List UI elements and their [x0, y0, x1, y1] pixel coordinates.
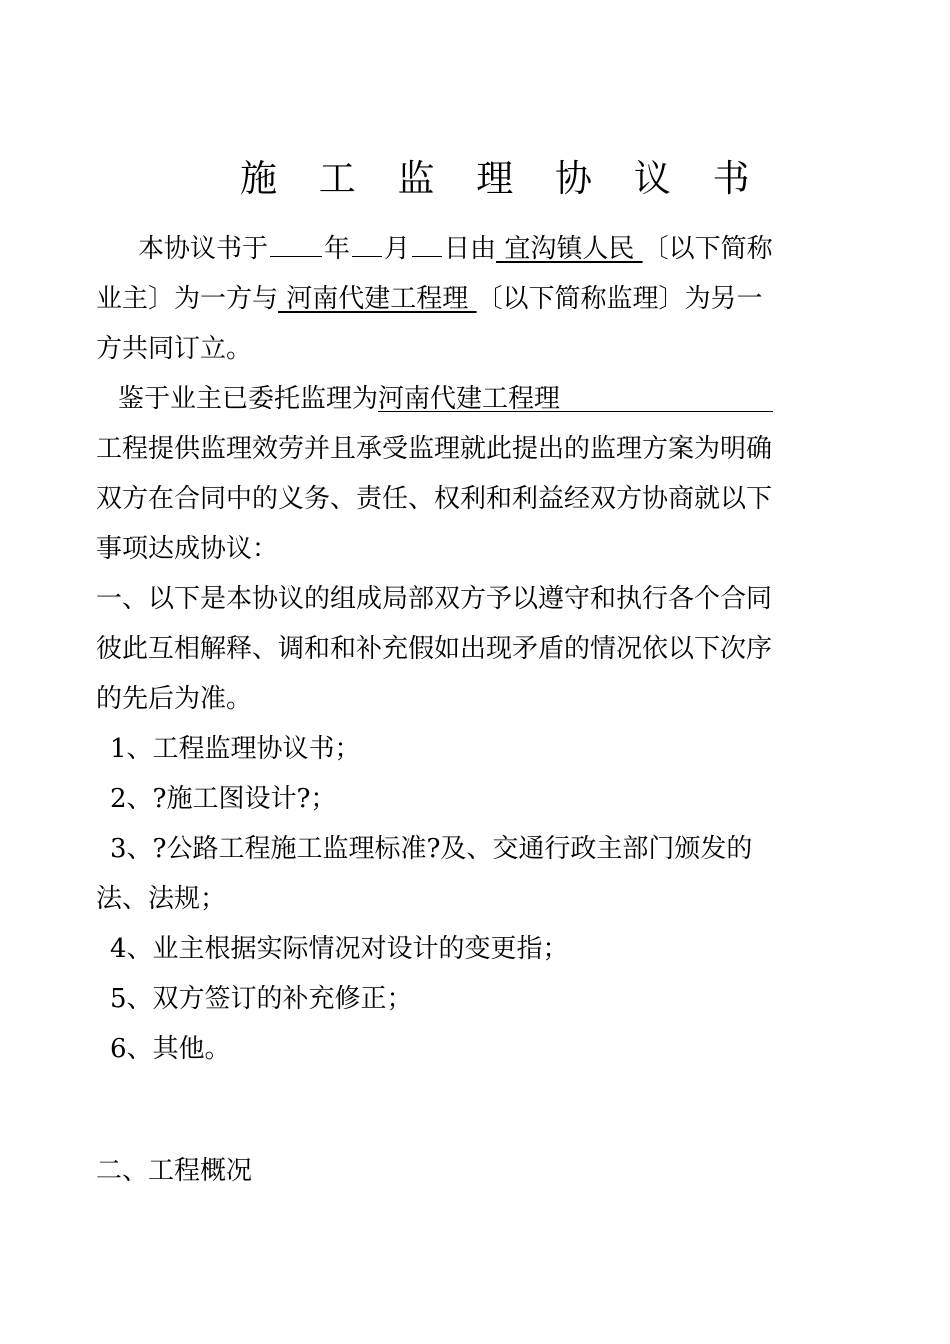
intro-text: 〔以下简称监理〕为另一: [476, 284, 763, 314]
whereas-line-4: 事项达成协议：: [96, 534, 279, 564]
supervisor-name: 河南代建工程理: [278, 284, 477, 314]
whereas-line-2: 工程提供监理效劳并且承受监理就此提出的监理方案为明确: [96, 434, 773, 464]
whereas-line-3: 双方在合同中的义务、责任、权利和利益经双方协商就以下: [96, 484, 773, 514]
list-item: 4、业主根据实际情况对设计的变更指；: [110, 934, 569, 964]
section1-line-1: 一、以下是本协议的组成局部双方予以遵守和执行各个合同: [96, 584, 773, 614]
document-title: 施 工 监 理 协 议 书: [240, 157, 765, 200]
day-label: 日由: [444, 234, 497, 264]
intro-line-2: [96, 281, 763, 317]
supervisor-name: 河南代建工程理: [378, 384, 561, 414]
list-item: 5、双方签订的补充修正；: [110, 984, 413, 1014]
supervisor-name-underlined: [378, 381, 773, 412]
list-item: 1、工程监理协议书；: [110, 734, 361, 764]
intro-text: 〔以下简称: [642, 234, 773, 264]
section1-line-2: 彼此互相解释、调和和补充假如出现矛盾的情况依以下次序: [96, 634, 773, 664]
list-item: 3、?公路工程施工监理标准?及、交通行政主部门颁发的: [110, 834, 753, 864]
owner-name: 宜沟镇人民: [496, 234, 643, 264]
year-label: 年: [324, 234, 351, 264]
whereas-text: 鉴于业主已委托监理为: [118, 384, 379, 414]
month-blank: [352, 230, 382, 257]
day-blank: [412, 230, 442, 257]
intro-text: 业主〕为一方与: [96, 284, 279, 314]
section2-heading: 二、工程概况: [96, 1156, 253, 1186]
intro-text: 本协议书于: [138, 234, 269, 264]
intro-line-1: [138, 230, 773, 267]
list-item: 2、?施工图设计?；: [110, 784, 337, 814]
section1-line-3: 的先后为准。: [96, 684, 253, 714]
whereas-line-1: [118, 381, 773, 417]
month-label: 月: [384, 234, 411, 264]
list-item: 法、法规；: [96, 884, 227, 914]
intro-line-3: 方共同订立。: [96, 334, 253, 364]
list-item: 6、其他。: [110, 1034, 231, 1064]
year-blank: [270, 230, 322, 257]
